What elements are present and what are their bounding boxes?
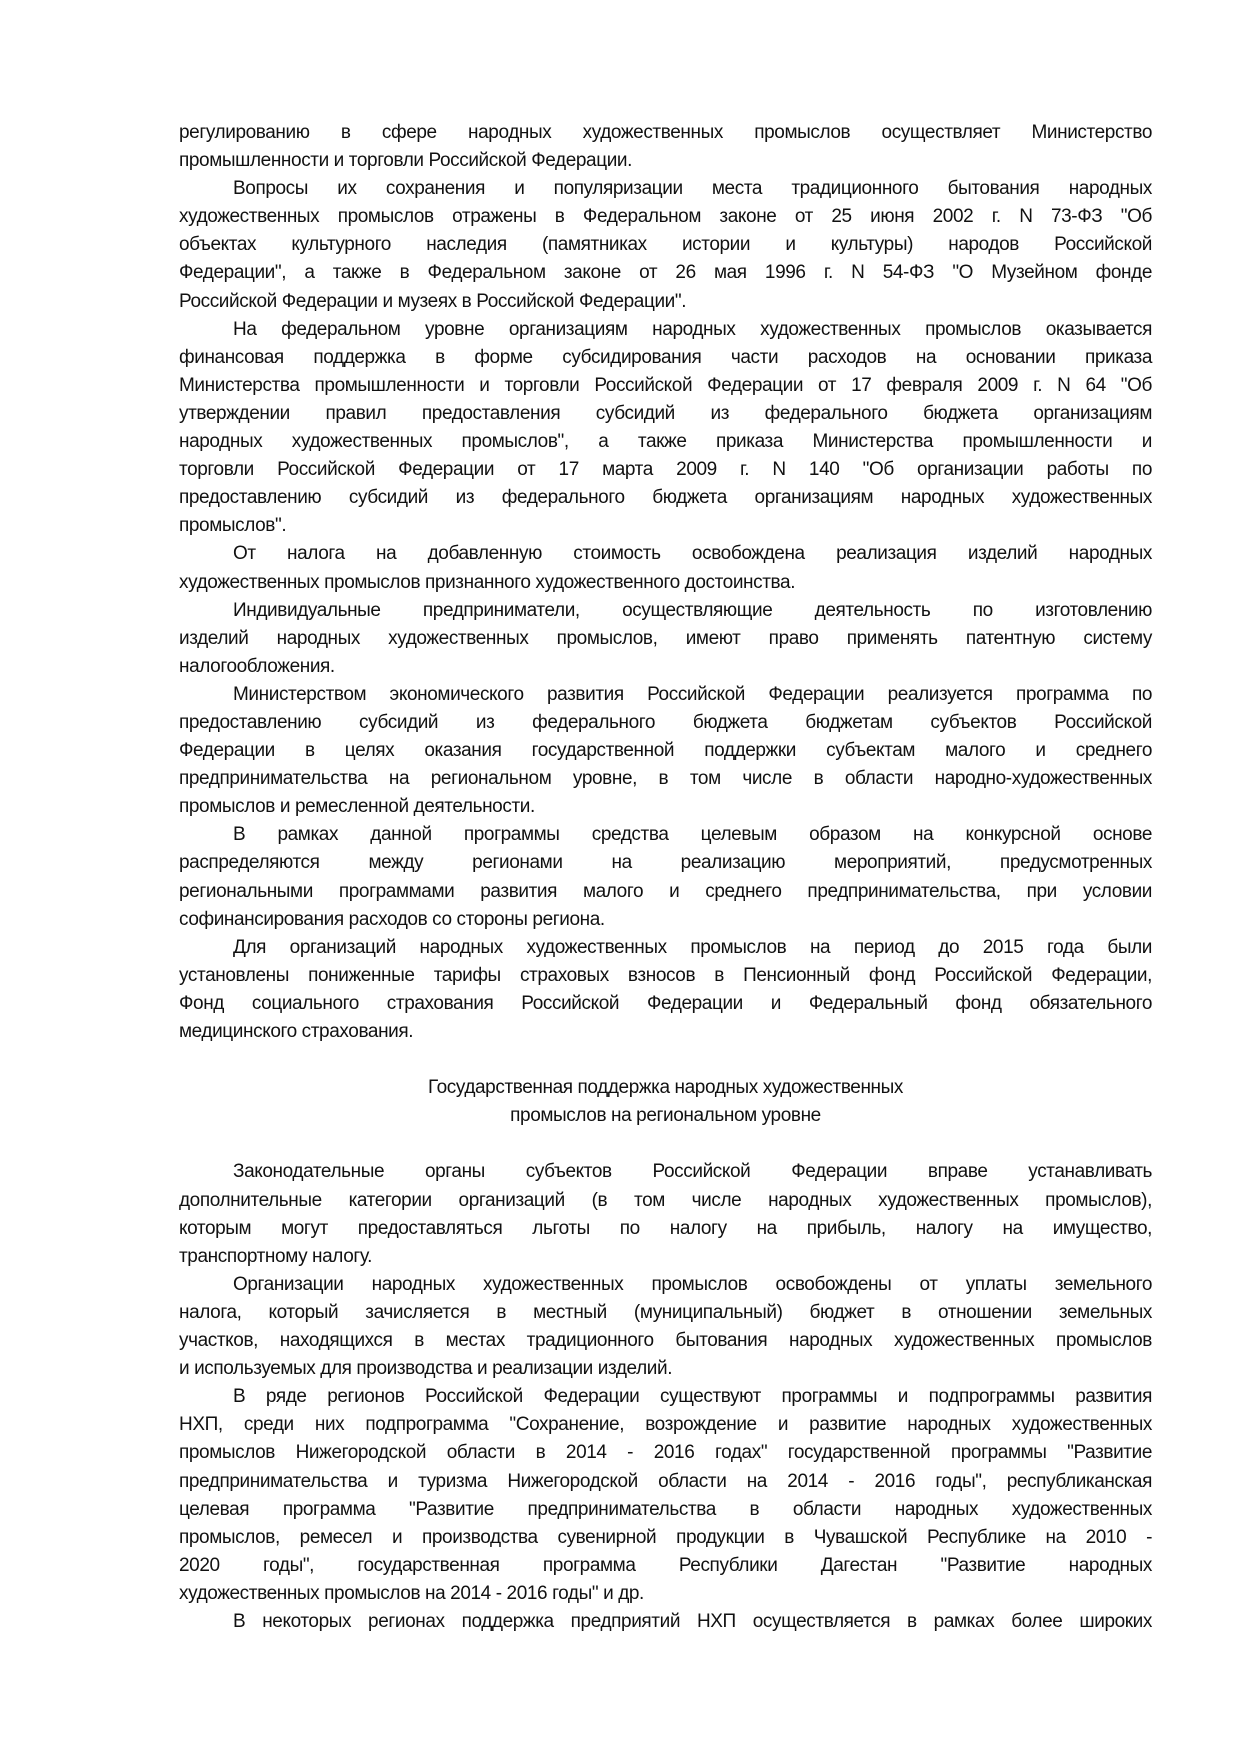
section-heading <box>179 1074 1152 1130</box>
text-line: Законодательные органы субъектов Российской Федерации вправе устанавливать <box>233 1161 1152 1183</box>
text-line: Министерства промышленности и торговли Российской Федерации от 17 февраля 2009 г. N 64 "Об <box>179 374 1152 396</box>
text-line: На федеральном уровне организациям народных художественных промыслов оказывается <box>233 318 1152 340</box>
text-line: предоставлению субсидий из федерального бюджета организациям народных художественных <box>179 487 1152 509</box>
text-line: НХП, среди них подпрограмма "Сохранение, возрождение и развитие народных художественных <box>179 1414 1152 1436</box>
text-line: налога, который зачисляется в местный (муниципальный) бюджет в отношении земельных <box>179 1301 1152 1323</box>
heading-line: Государственная поддержка народных художественных <box>427 1077 904 1099</box>
text-line: Индивидуальные предприниматели, осуществляющие деятельность по изготовлению <box>233 599 1152 621</box>
text-line: В ряде регионов Российской Федерации существуют программы и подпрограммы развития <box>233 1386 1152 1408</box>
heading-line: промыслов на региональном уровне <box>510 1105 821 1127</box>
paragraph <box>179 1383 1152 1608</box>
paragraph <box>179 1608 1152 1636</box>
text-line: софинансирования расходов со стороны региона. <box>179 908 605 930</box>
text-line: В рамках данной программы средства целевым образом на конкурсной основе <box>233 824 1152 846</box>
text-line: Фонд социального страхования Российской Федерации и Федеральный фонд обязательного <box>179 992 1152 1014</box>
text-line: художественных промыслов отражены в Федеральном законе от 25 июня 2002 г. N 73-ФЗ "Об <box>179 206 1152 228</box>
text-line: художественных промыслов признанного художественного достоинства. <box>179 571 796 593</box>
text-line: 2020 годы", государственная программа Республики Дагестан "Развитие народных <box>179 1554 1152 1576</box>
text-line: финансовая поддержка в форме субсидирования части расходов на основании приказа <box>179 346 1152 368</box>
paragraph <box>179 316 1152 541</box>
text-line: Федерации", а также в Федеральном законе от 26 мая 1996 г. N 54-ФЗ "О Музейном фонде <box>179 262 1152 284</box>
text-line: Для организаций народных художественных промыслов на период до 2015 года были <box>233 936 1152 958</box>
paragraph <box>179 175 1152 315</box>
text-line: предпринимательства и туризма Нижегородской области на 2014 - 2016 годы", республиканская <box>179 1470 1152 1492</box>
text-line: Вопросы их сохранения и популяризации места традиционного бытования народных <box>233 178 1152 200</box>
section-regional-support <box>179 1158 1152 1636</box>
text-line: налогообложения. <box>179 655 335 677</box>
text-line: Федерации в целях оказания государственной поддержки субъектам малого и среднего <box>179 740 1152 762</box>
text-line: промышленности и торговли Российской Федерации. <box>179 150 632 172</box>
text-line: утверждении правил предоставления субсидий из федерального бюджета организациям <box>179 402 1152 424</box>
paragraph <box>179 934 1152 1046</box>
paragraph <box>179 597 1152 681</box>
section-federal-support <box>179 119 1152 1046</box>
text-line: участков, находящихся в местах традиционного бытования народных художественных промыслов <box>179 1330 1152 1352</box>
text-line: художественных промыслов на 2014 - 2016 годы" и др. <box>179 1582 644 1604</box>
text-line: дополнительные категории организаций (в том числе народных художественных промыслов), <box>179 1189 1152 1211</box>
text-line: Российской Федерации и музеях в Российской Федерации". <box>179 290 687 312</box>
paragraph <box>179 681 1152 821</box>
text-line: регулированию в сфере народных художественных промыслов осуществляет Министерство <box>179 122 1152 143</box>
blank-line <box>179 1046 1152 1074</box>
text-line: народных художественных промыслов", а также приказа Министерства промышленности и <box>179 431 1152 453</box>
text-line: распределяются между регионами на реализацию мероприятий, предусмотренных <box>179 852 1152 874</box>
text-line: предоставлению субсидий из федерального бюджета бюджетам субъектов Российской <box>179 711 1152 733</box>
text-line: промыслов". <box>179 515 287 537</box>
paragraph <box>179 540 1152 596</box>
text-line: медицинского страхования. <box>179 1021 414 1042</box>
paragraph <box>179 821 1152 933</box>
text-line: изделий народных художественных промыслов, имеют право применять патентную систему <box>179 627 1152 649</box>
paragraph <box>179 1271 1152 1383</box>
text-line: торговли Российской Федерации от 17 марта 2009 г. N 140 "Об организации работы по <box>179 459 1152 481</box>
text-line: Министерством экономического развития Российской Федерации реализуется программа по <box>233 683 1152 705</box>
text-line: промыслов и ремесленной деятельности. <box>179 796 535 818</box>
text-line: Организации народных художественных промыслов освобождены от уплаты земельного <box>233 1273 1152 1295</box>
text-line: объектах культурного наследия (памятниках истории и культуры) народов Российской <box>179 234 1152 256</box>
text-line: региональными программами развития малого и среднего предпринимательства, при условии <box>179 880 1152 902</box>
text-line: и используемых для производства и реализации изделий. <box>179 1358 673 1380</box>
text-line: В некоторых регионах поддержка предприятий НХП осуществляется в рамках более широких <box>233 1610 1152 1632</box>
text-line: транспортному налогу. <box>179 1245 372 1267</box>
text-line: целевая программа "Развитие предпринимательства в области народных художественных <box>179 1498 1152 1520</box>
blank-line <box>179 1130 1152 1158</box>
text-line: установлены пониженные тарифы страховых взносов в Пенсионный фонд Российской Федерации, <box>179 964 1152 986</box>
text-line: которым могут предоставляться льготы по налогу на прибыль, налогу на имущество, <box>179 1217 1152 1239</box>
text-line: промыслов, ремесел и производства сувенирной продукции в Чувашской Республике на 2010 - <box>179 1526 1152 1548</box>
paragraph <box>179 1158 1152 1270</box>
text-line: От налога на добавленную стоимость освобождена реализация изделий народных <box>233 543 1152 565</box>
text-line: предпринимательства на региональном уровне, в том числе в области народно-художественных <box>179 768 1152 790</box>
text-line: промыслов Нижегородской области в 2014 - 2016 годах" государственной программы "Развитие <box>179 1442 1152 1464</box>
document-page <box>179 119 1152 1636</box>
paragraph <box>179 119 1152 175</box>
